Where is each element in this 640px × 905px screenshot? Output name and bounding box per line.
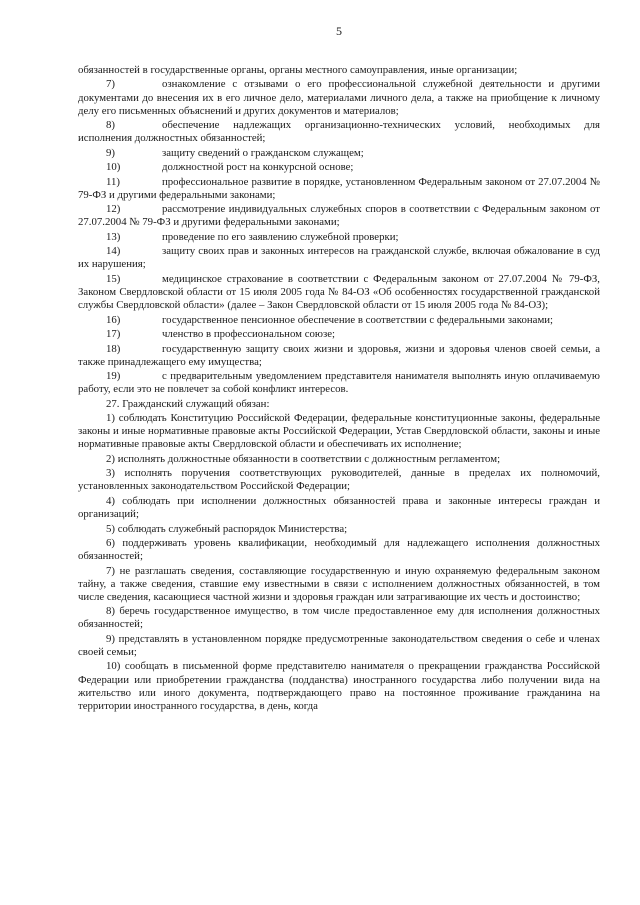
paragraph-text: 10) сообщать в письменной форме представителю нанимателя о прекращении гражданства Российской Федерации или приобретении гражданства (подданства) иностранного государства либо получении вида на жительство или иного документа, подтверждающего право на постоянное проживание гражданина на территории иностранного государства, в день, когда xyxy=(78,660,600,712)
paragraph xyxy=(78,523,600,536)
item-number: 12) xyxy=(106,203,121,216)
paragraph xyxy=(78,231,600,244)
item-number: 13) xyxy=(106,230,121,243)
paragraph-text: защиту своих прав и законных интересов на гражданской службе, включая обжалование в суд их нарушения; xyxy=(78,245,600,271)
paragraph xyxy=(78,370,600,396)
paragraph-text: ознакомление с отзывами о его профессиональной служебной деятельности и другими документами до внесения их в его личное дело, материалами личного дела, а также на приобщение к личному делу его письменных объяснений и других документов и материалов; xyxy=(78,78,600,117)
page-number: 5 xyxy=(336,24,342,38)
document-body xyxy=(78,64,600,713)
paragraph-text: защиту сведений о гражданском служащем; xyxy=(162,146,364,159)
paragraph xyxy=(78,467,600,493)
paragraph-text: проведение по его заявлению служебной проверки; xyxy=(162,230,399,243)
paragraph-text: должностной рост на конкурсной основе; xyxy=(162,161,354,174)
item-number: 15) xyxy=(106,272,121,285)
paragraph xyxy=(78,398,600,411)
paragraph-text: 7) не разглашать сведения, составляющие государственную и иную охраняемую федеральным законом тайну, а также сведения, ставшие ему известными в связи с исполнением должностных обязанностей, в том числе сведения, касающиеся частной жизни и здоровья граждан или затрагивающие их честь и достоинство; xyxy=(78,564,600,603)
paragraph xyxy=(78,119,600,145)
paragraph xyxy=(78,78,600,117)
item-number: 18) xyxy=(106,342,121,355)
paragraph xyxy=(78,64,600,77)
paragraph xyxy=(78,537,600,563)
paragraph xyxy=(78,605,600,631)
paragraph-text: 27. Гражданский служащий обязан: xyxy=(106,397,270,410)
paragraph xyxy=(78,176,600,202)
paragraph xyxy=(78,245,600,271)
paragraph-text: с предварительным уведомлением представителя нанимателя выполнять иную оплачиваемую работу, если это не повлечет за собой конфликт интересов. xyxy=(78,370,600,396)
item-number: 19) xyxy=(106,370,121,383)
paragraph-text: рассмотрение индивидуальных служебных споров в соответствии с Федеральным законом от 27.07.2004 № 79-ФЗ и другими федеральными законами; xyxy=(78,203,600,229)
item-number: 10) xyxy=(106,161,121,174)
paragraph-text: 3) исполнять поручения соответствующих руководителей, данные в пределах их полномочий, установленных законодательством Российской Федерации; xyxy=(78,467,600,493)
paragraph xyxy=(78,343,600,369)
paragraph xyxy=(78,453,600,466)
paragraph xyxy=(78,633,600,659)
paragraph-text: 2) исполнять должностные обязанности в соответствии с должностным регламентом; xyxy=(106,452,501,465)
paragraph-text: 9) представлять в установленном порядке предусмотренные законодательством сведения о себе и членах своей семьи; xyxy=(78,632,600,658)
paragraph-text: государственную защиту своих жизни и здоровья, жизни и здоровья членов своей семьи, а также принадлежащего ему имущества; xyxy=(78,342,600,368)
item-number: 7) xyxy=(106,78,115,91)
paragraph-text: медицинское страхование в соответствии с Федеральным законом от 27.07.2004 № 79-ФЗ, Законом Свердловской области от 15 июля 2005 года № 84-ОЗ «Об особенностях государственной гражданской службы Свердловской области» (далее – Закон Свердловской области от 15 июля 2005 года № 84-ОЗ); xyxy=(78,272,600,312)
paragraph-text: государственное пенсионное обеспечение в соответствии с федеральными законами; xyxy=(162,313,554,326)
paragraph xyxy=(78,565,600,604)
paragraph xyxy=(78,161,600,174)
item-number: 9) xyxy=(106,146,115,159)
paragraph-text: 4) соблюдать при исполнении должностных обязанностей права и законные интересы граждан и организаций; xyxy=(78,494,600,521)
paragraph-text: 1) соблюдать Конституцию Российской Федерации, федеральные конституционные законы, федеральные законы и иные нормативные правовые акты Российской Федерации, Устав Свердловской области, законы и иные нормативные правовые акты Свердловской области и обеспечивать их исполнение; xyxy=(78,412,600,451)
item-number: 17) xyxy=(106,328,121,341)
paragraph xyxy=(78,147,600,160)
paragraph-text: 8) беречь государственное имущество, в том числе предоставленное ему для исполнения должностных обязанностей; xyxy=(78,605,600,631)
paragraph xyxy=(78,328,600,341)
paragraph-text: обеспечение надлежащих организационно-технических условий, необходимых для исполнения должностных обязанностей; xyxy=(78,119,600,145)
item-number: 11) xyxy=(106,175,120,188)
paragraph xyxy=(78,660,600,712)
item-number: 14) xyxy=(106,245,121,258)
item-number: 8) xyxy=(106,119,115,132)
paragraph-text: профессиональное развитие в порядке, установленном Федеральным законом от 27.07.2004 № 79-ФЗ и другими федеральными законами; xyxy=(78,175,600,201)
paragraph-text: 5) соблюдать служебный распорядок Министерства; xyxy=(106,522,348,535)
paragraph xyxy=(78,203,600,229)
paragraph xyxy=(78,412,600,451)
paragraph-text: членство в профессиональном союзе; xyxy=(162,328,336,341)
paragraph-text: 6) поддерживать уровень квалификации, необходимый для надлежащего исполнения должностных обязанностей; xyxy=(78,537,600,563)
item-number: 16) xyxy=(106,313,121,326)
paragraph-text: обязанностей в государственные органы, органы местного самоуправления, иные организации; xyxy=(78,64,518,76)
paragraph xyxy=(78,273,600,312)
paragraph xyxy=(78,495,600,521)
paragraph xyxy=(78,314,600,327)
